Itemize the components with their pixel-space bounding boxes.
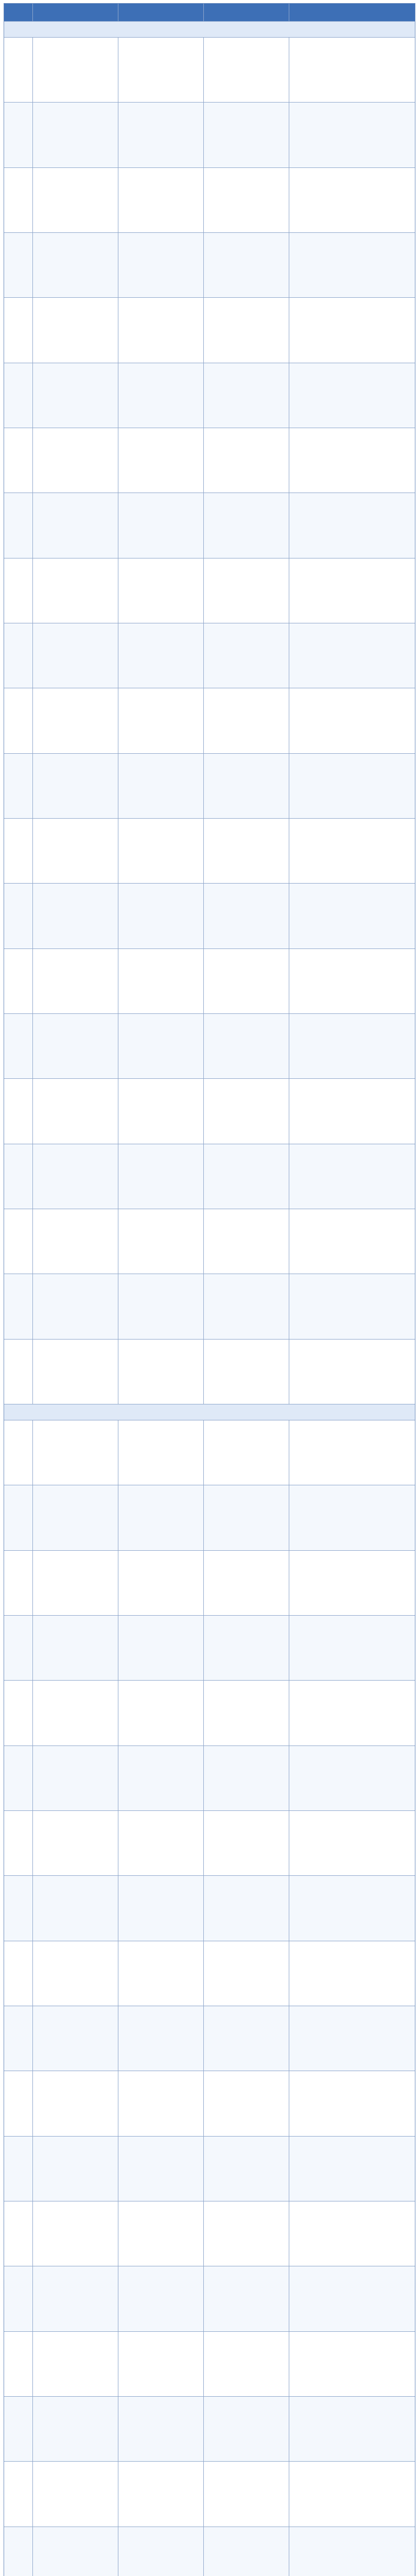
- event-content-cell: [289, 428, 415, 493]
- event-name-cell: [33, 2462, 118, 2526]
- event-location-cell: [204, 558, 289, 623]
- table-row: [4, 819, 415, 884]
- event-name-cell: [33, 949, 118, 1013]
- table-row: [4, 2137, 415, 2201]
- event-content-cell: [289, 754, 415, 818]
- event-content-cell: [289, 493, 415, 557]
- event-content-cell: [289, 949, 415, 1013]
- table-row: [4, 1014, 415, 1079]
- table-row: [4, 2006, 415, 2071]
- event-time-cell: [118, 558, 204, 623]
- event-content-cell: [289, 2266, 415, 2331]
- row-number-cell: [4, 1014, 33, 1078]
- event-content-cell: [289, 2071, 415, 2136]
- event-name-cell: [33, 623, 118, 688]
- row-number-cell: [4, 819, 33, 883]
- section-rows: [4, 1420, 415, 2576]
- row-number-cell: [4, 558, 33, 623]
- table-row: [4, 623, 415, 688]
- table-row: [4, 103, 415, 167]
- event-name-cell: [33, 1485, 118, 1550]
- event-name-cell: [33, 2266, 118, 2331]
- row-number-cell: [4, 2006, 33, 2071]
- event-time-cell: [118, 2201, 204, 2266]
- event-content-cell: [289, 2527, 415, 2576]
- table-row: [4, 558, 415, 623]
- event-content-cell: [289, 1079, 415, 1143]
- row-number-cell: [4, 1079, 33, 1143]
- event-content-cell: [289, 1746, 415, 1810]
- event-time-cell: [118, 949, 204, 1013]
- header-event-time: [118, 4, 204, 21]
- event-location-cell: [204, 1144, 289, 1209]
- event-time-cell: [118, 2527, 204, 2576]
- event-location-cell: [204, 2462, 289, 2526]
- event-location-cell: [204, 884, 289, 948]
- row-number-cell: [4, 2201, 33, 2266]
- table-row: [4, 2462, 415, 2527]
- table-header-row: [4, 4, 415, 22]
- event-time-cell: [118, 233, 204, 297]
- table-row: [4, 1941, 415, 2006]
- event-location-cell: [204, 2527, 289, 2576]
- event-content-cell: [289, 1014, 415, 1078]
- event-location-cell: [204, 2397, 289, 2461]
- table-row: [4, 2397, 415, 2462]
- event-location-cell: [204, 1274, 289, 1338]
- section-rows: [4, 38, 415, 1404]
- event-name-cell: [33, 168, 118, 232]
- event-location-cell: [204, 2266, 289, 2331]
- event-location-cell: [204, 2201, 289, 2266]
- event-time-cell: [118, 1941, 204, 2006]
- table-row: [4, 1876, 415, 1941]
- row-number-cell: [4, 103, 33, 167]
- table-row: [4, 1485, 415, 1550]
- event-location-cell: [204, 1420, 289, 1485]
- event-name-cell: [33, 2006, 118, 2071]
- event-time-cell: [118, 1811, 204, 1875]
- event-time-cell: [118, 363, 204, 428]
- row-number-cell: [4, 1485, 33, 1550]
- event-location-cell: [204, 1811, 289, 1875]
- event-time-cell: [118, 1876, 204, 1940]
- event-content-cell: [289, 1209, 415, 1274]
- event-location-cell: [204, 1551, 289, 1615]
- activity-schedule-table: [4, 3, 415, 2576]
- event-name-cell: [33, 1274, 118, 1338]
- row-number-cell: [4, 2527, 33, 2576]
- header-number: [4, 4, 33, 21]
- event-time-cell: [118, 1681, 204, 1745]
- table-row: [4, 1209, 415, 1274]
- event-content-cell: [289, 168, 415, 232]
- event-time-cell: [118, 1144, 204, 1209]
- table-row: [4, 38, 415, 103]
- event-content-cell: [289, 2332, 415, 2396]
- event-time-cell: [118, 623, 204, 688]
- event-content-cell: [289, 2006, 415, 2071]
- row-number-cell: [4, 1746, 33, 1810]
- event-location-cell: [204, 1014, 289, 1078]
- event-content-cell: [289, 363, 415, 428]
- event-name-cell: [33, 754, 118, 818]
- event-location-cell: [204, 949, 289, 1013]
- event-name-cell: [33, 493, 118, 557]
- row-number-cell: [4, 1340, 33, 1404]
- event-location-cell: [204, 2006, 289, 2071]
- row-number-cell: [4, 884, 33, 948]
- event-location-cell: [204, 2137, 289, 2201]
- event-name-cell: [33, 1876, 118, 1940]
- event-name-cell: [33, 1079, 118, 1143]
- event-time-cell: [118, 2397, 204, 2461]
- event-name-cell: [33, 1811, 118, 1875]
- table-row: [4, 363, 415, 428]
- row-number-cell: [4, 1681, 33, 1745]
- table-row: [4, 1551, 415, 1616]
- event-time-cell: [118, 1340, 204, 1404]
- event-name-cell: [33, 363, 118, 428]
- event-content-cell: [289, 1420, 415, 1485]
- row-number-cell: [4, 298, 33, 362]
- event-location-cell: [204, 298, 289, 362]
- event-content-cell: [289, 1811, 415, 1875]
- table-row: [4, 949, 415, 1014]
- event-time-cell: [118, 493, 204, 557]
- table-row: [4, 168, 415, 233]
- table-row: [4, 493, 415, 558]
- event-name-cell: [33, 1340, 118, 1404]
- row-number-cell: [4, 168, 33, 232]
- event-content-cell: [289, 1681, 415, 1745]
- table-row: [4, 884, 415, 948]
- row-number-cell: [4, 1941, 33, 2006]
- event-name-cell: [33, 2137, 118, 2201]
- event-name-cell: [33, 298, 118, 362]
- event-name-cell: [33, 2201, 118, 2266]
- table-row: [4, 2071, 415, 2136]
- event-time-cell: [118, 754, 204, 818]
- event-name-cell: [33, 233, 118, 297]
- event-time-cell: [118, 428, 204, 493]
- event-location-cell: [204, 1746, 289, 1810]
- row-number-cell: [4, 623, 33, 688]
- event-time-cell: [118, 1274, 204, 1338]
- row-number-cell: [4, 2137, 33, 2201]
- event-time-cell: [118, 1014, 204, 1078]
- event-content-cell: [289, 688, 415, 753]
- row-number-cell: [4, 1420, 33, 1485]
- event-name-cell: [33, 1551, 118, 1615]
- event-name-cell: [33, 428, 118, 493]
- row-number-cell: [4, 2462, 33, 2526]
- event-content-cell: [289, 2397, 415, 2461]
- table-row: [4, 2527, 415, 2576]
- event-location-cell: [204, 1616, 289, 1680]
- table-row: [4, 2266, 415, 2331]
- event-location-cell: [204, 1079, 289, 1143]
- event-location-cell: [204, 623, 289, 688]
- row-number-cell: [4, 1876, 33, 1940]
- event-content-cell: [289, 1485, 415, 1550]
- row-number-cell: [4, 38, 33, 102]
- event-name-cell: [33, 688, 118, 753]
- event-content-cell: [289, 2137, 415, 2201]
- event-name-cell: [33, 1209, 118, 1274]
- row-number-cell: [4, 754, 33, 818]
- event-location-cell: [204, 2071, 289, 2136]
- event-name-cell: [33, 1420, 118, 1485]
- event-content-cell: [289, 298, 415, 362]
- table-row: [4, 2332, 415, 2397]
- table-row: [4, 298, 415, 363]
- row-number-cell: [4, 2332, 33, 2396]
- table-row: [4, 1340, 415, 1404]
- section-heading: [4, 22, 415, 38]
- event-content-cell: [289, 1274, 415, 1338]
- event-name-cell: [33, 2071, 118, 2136]
- event-time-cell: [118, 2462, 204, 2526]
- event-time-cell: [118, 298, 204, 362]
- event-location-cell: [204, 1340, 289, 1404]
- event-time-cell: [118, 1616, 204, 1680]
- event-time-cell: [118, 103, 204, 167]
- event-location-cell: [204, 168, 289, 232]
- table-row: [4, 754, 415, 819]
- event-time-cell: [118, 1079, 204, 1143]
- row-number-cell: [4, 2071, 33, 2136]
- event-location-cell: [204, 688, 289, 753]
- event-content-cell: [289, 1340, 415, 1404]
- event-content-cell: [289, 103, 415, 167]
- row-number-cell: [4, 1811, 33, 1875]
- event-content-cell: [289, 1941, 415, 2006]
- table-row: [4, 1681, 415, 1745]
- row-number-cell: [4, 1616, 33, 1680]
- event-name-cell: [33, 2527, 118, 2576]
- event-name-cell: [33, 1616, 118, 1680]
- event-content-cell: [289, 1876, 415, 1940]
- event-time-cell: [118, 2071, 204, 2136]
- event-name-cell: [33, 2397, 118, 2461]
- event-location-cell: [204, 363, 289, 428]
- event-location-cell: [204, 493, 289, 557]
- event-time-cell: [118, 2006, 204, 2071]
- row-number-cell: [4, 1274, 33, 1338]
- section-heading: [4, 1404, 415, 1420]
- table-row: [4, 1746, 415, 1811]
- event-content-cell: [289, 2462, 415, 2526]
- row-number-cell: [4, 1551, 33, 1615]
- event-name-cell: [33, 38, 118, 102]
- event-location-cell: [204, 1941, 289, 2006]
- event-time-cell: [118, 1485, 204, 1550]
- table-row: [4, 2201, 415, 2266]
- header-event-name: [33, 4, 118, 21]
- event-content-cell: [289, 2201, 415, 2266]
- event-name-cell: [33, 1941, 118, 2006]
- event-location-cell: [204, 233, 289, 297]
- table-row: [4, 1420, 415, 1485]
- event-name-cell: [33, 1746, 118, 1810]
- event-time-cell: [118, 884, 204, 948]
- event-name-cell: [33, 819, 118, 883]
- event-time-cell: [118, 38, 204, 102]
- event-content-cell: [289, 884, 415, 948]
- row-number-cell: [4, 428, 33, 493]
- table-row: [4, 688, 415, 753]
- event-location-cell: [204, 1681, 289, 1745]
- event-content-cell: [289, 233, 415, 297]
- event-location-cell: [204, 38, 289, 102]
- event-content-cell: [289, 819, 415, 883]
- event-time-cell: [118, 168, 204, 232]
- event-time-cell: [118, 2332, 204, 2396]
- row-number-cell: [4, 688, 33, 753]
- event-location-cell: [204, 1209, 289, 1274]
- table-row: [4, 1811, 415, 1876]
- event-content-cell: [289, 1551, 415, 1615]
- event-location-cell: [204, 428, 289, 493]
- table-row: [4, 1079, 415, 1144]
- header-event-location: [204, 4, 289, 21]
- event-location-cell: [204, 2332, 289, 2396]
- event-time-cell: [118, 2137, 204, 2201]
- event-content-cell: [289, 623, 415, 688]
- row-number-cell: [4, 233, 33, 297]
- row-number-cell: [4, 2397, 33, 2461]
- event-time-cell: [118, 688, 204, 753]
- table-row: [4, 1144, 415, 1209]
- row-number-cell: [4, 2266, 33, 2331]
- event-location-cell: [204, 1876, 289, 1940]
- event-name-cell: [33, 103, 118, 167]
- event-time-cell: [118, 819, 204, 883]
- event-time-cell: [118, 1551, 204, 1615]
- event-time-cell: [118, 1746, 204, 1810]
- event-content-cell: [289, 1616, 415, 1680]
- row-number-cell: [4, 949, 33, 1013]
- row-number-cell: [4, 363, 33, 428]
- event-time-cell: [118, 2266, 204, 2331]
- event-name-cell: [33, 1144, 118, 1209]
- table-row: [4, 1274, 415, 1339]
- event-location-cell: [204, 1485, 289, 1550]
- event-content-cell: [289, 1144, 415, 1209]
- event-location-cell: [204, 819, 289, 883]
- event-content-cell: [289, 558, 415, 623]
- event-time-cell: [118, 1420, 204, 1485]
- event-location-cell: [204, 754, 289, 818]
- table-row: [4, 1616, 415, 1681]
- event-time-cell: [118, 1209, 204, 1274]
- table-row: [4, 428, 415, 493]
- event-location-cell: [204, 103, 289, 167]
- event-name-cell: [33, 884, 118, 948]
- event-name-cell: [33, 558, 118, 623]
- row-number-cell: [4, 1209, 33, 1274]
- row-number-cell: [4, 493, 33, 557]
- row-number-cell: [4, 1144, 33, 1209]
- header-event-content: [289, 4, 415, 21]
- event-name-cell: [33, 1681, 118, 1745]
- event-name-cell: [33, 2332, 118, 2396]
- event-name-cell: [33, 1014, 118, 1078]
- table-row: [4, 233, 415, 298]
- event-content-cell: [289, 38, 415, 102]
